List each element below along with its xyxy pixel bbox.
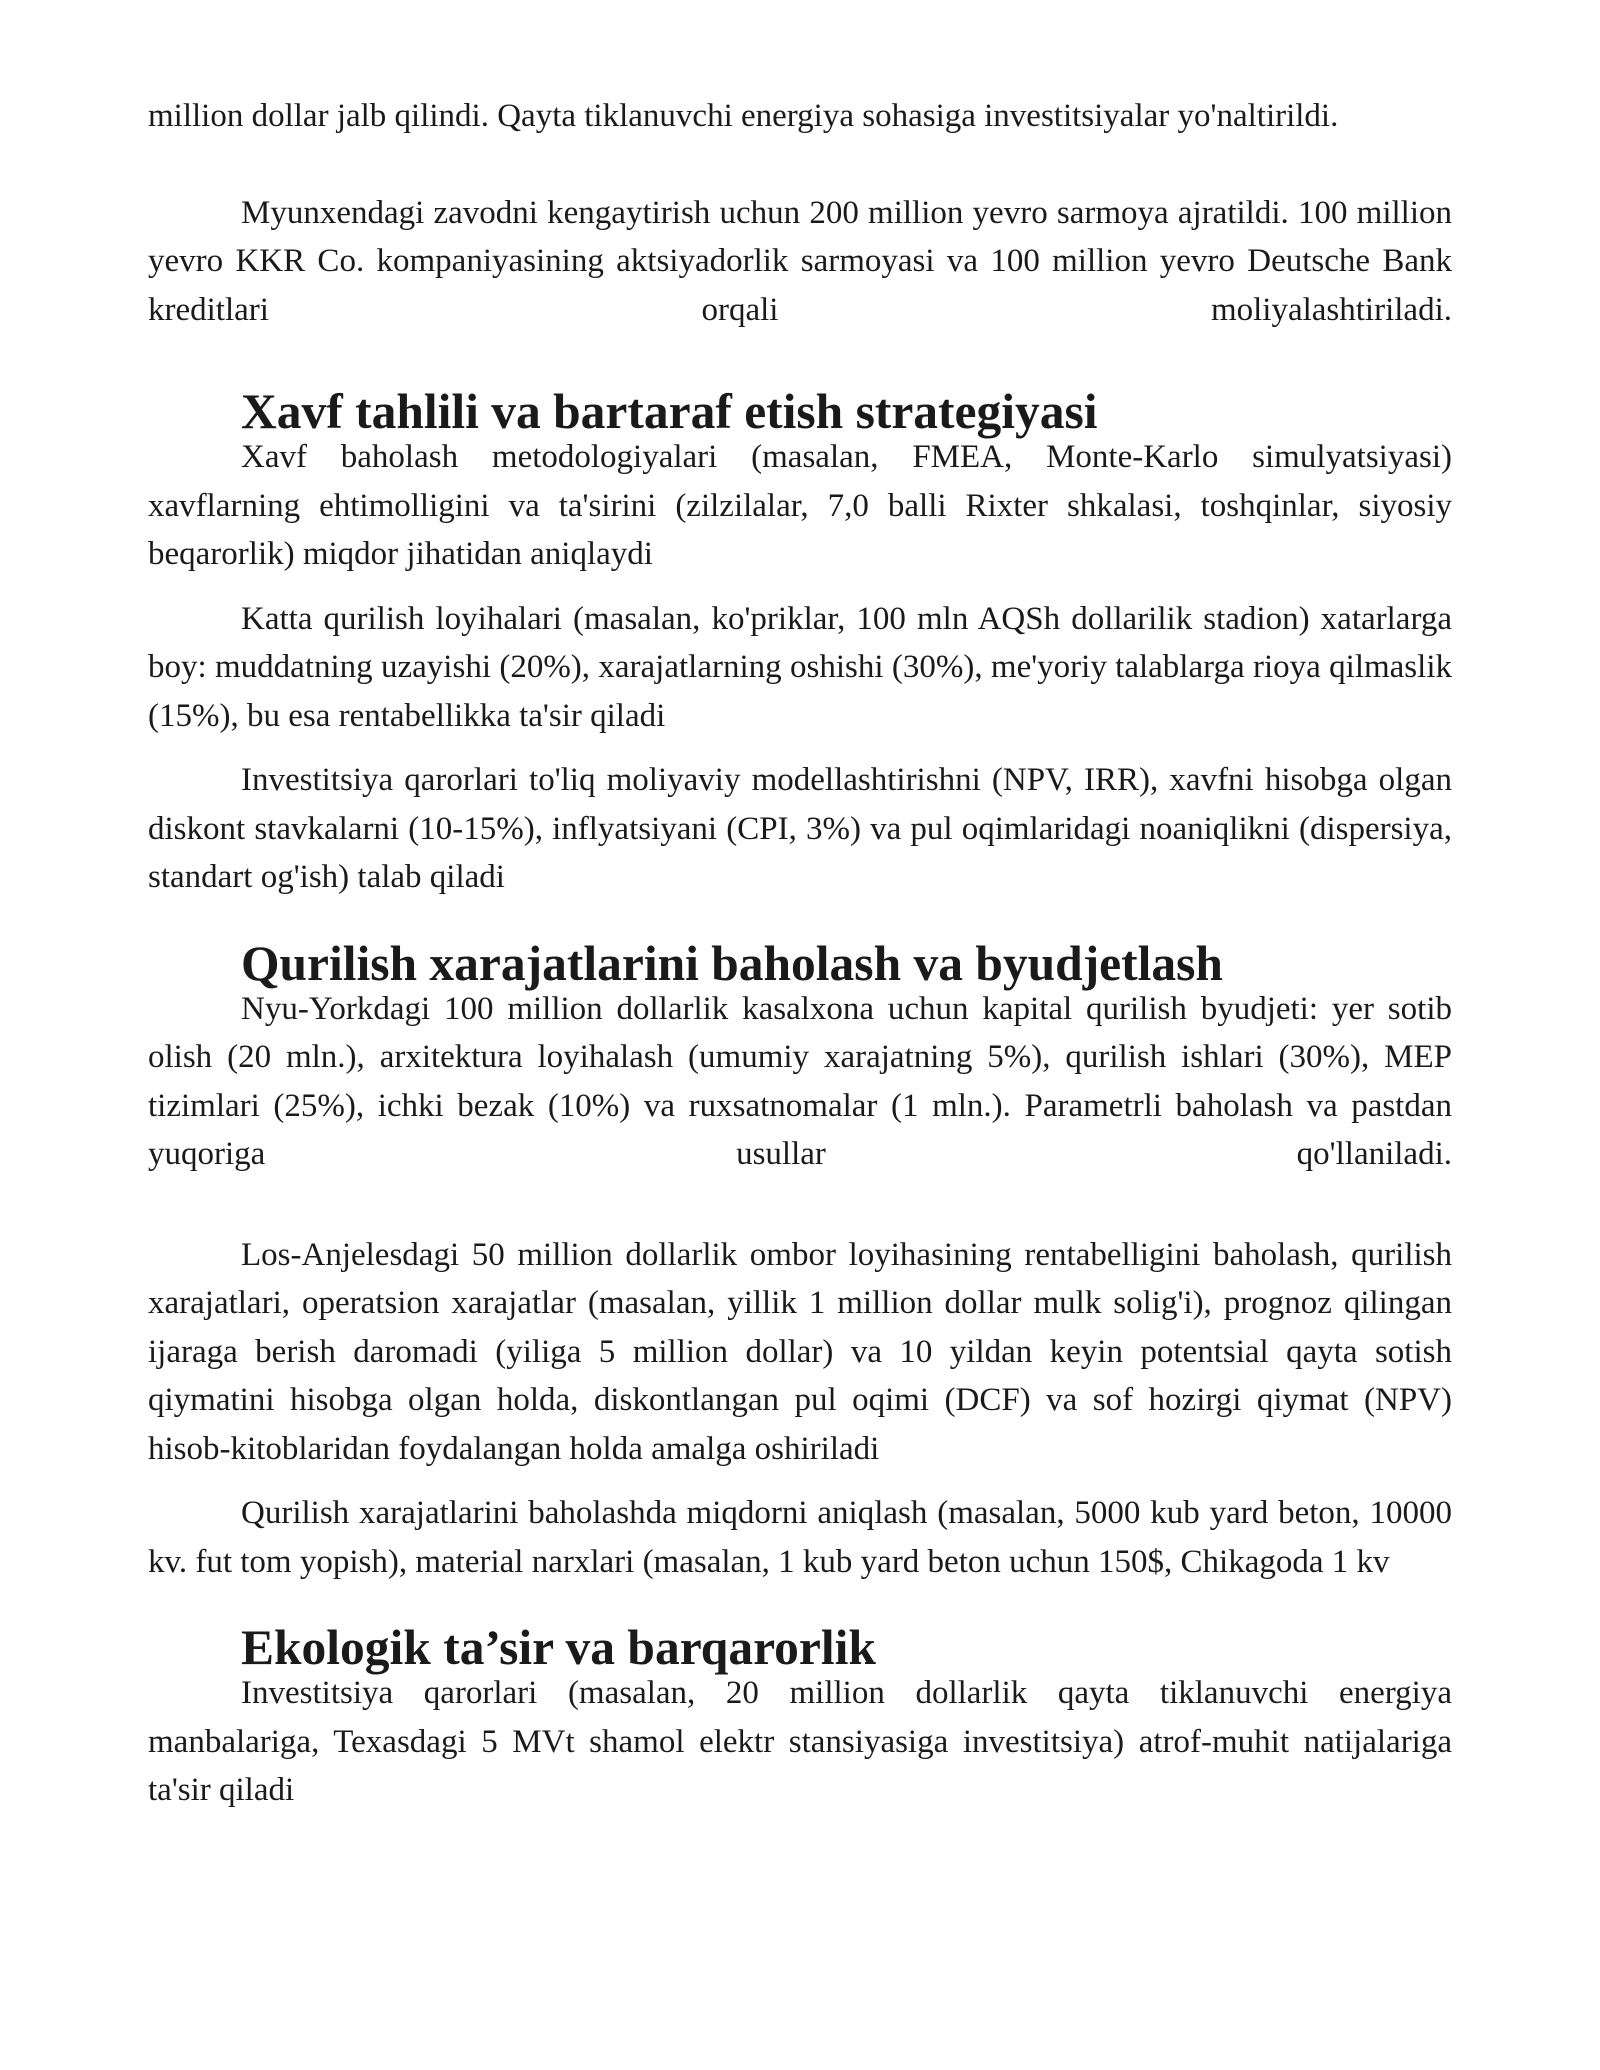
paragraph-quantity-estimation: Qurilish xarajatlarini baholashda miqdorni aniqlash (masalan, 5000 kub yard beton, 10000 kv. fut tom yopish), material narxlari (masalan, 1 kub yard beton uchun 150$, Chikagoda 1 kv [148, 1495, 1452, 1580]
paragraph-investment-intro: million dollar jalb qilindi. Qayta tiklanuvchi energiya sohasiga investitsiyalar yo'naltirildi. [148, 98, 1339, 134]
paragraph-risk-methodology: Xavf baholash metodologiyalari (masalan, FMEA, Monte-Karlo simulyatsiyasi) xavflarning ehtimolligini va ta'sirini (zilzilalar, 7,0 balli Rixter shkalasi, toshqinlar, siyosiy beqarorlik) miqdor jihatidan aniqlaydi [148, 439, 1452, 572]
document-page [148, 92, 1452, 1815]
paragraph-construction-risks: Katta qurilish loyihalari (masalan, ko'priklar, 100 mln AQSh dollarilik stadion) xatarlarga boy: muddatning uzayishi (20%), xarajatlarning oshishi (30%), me'yoriy talablarga rioya qilmaslik (15%), bu esa rentabellikka ta'sir qiladi [148, 600, 1452, 734]
heading-risk-analysis: Xavf tahlili va bartaraf etish strategiyasi [241, 384, 1098, 439]
paragraph-warehouse-project: Los-Anjelesdagi 50 million dollarlik ombor loyihasining rentabelligini baholash, qurilish xarajatlari, operatsion xarajatlar (masalan, yillik 1 million dollar mulk solig'i), prognoz qilingan ijaraga berish daromadi (yiliga 5 million dollar) va 10 yildan keyin potentsial qayta sotish qiymatini hisobga olgan holda, diskontlangan pul oqimi (DCF) va sof hozirgi qiymat (NPV) hisob-kitoblaridan foydalangan holda amalga oshiriladi [148, 1236, 1452, 1467]
paragraph-munich-plant: Myunxendagi zavodni kengaytirish uchun 200 million yevro sarmoya ajratildi. 100 million yevro KKR Co. kompaniyasining aktsiyadorlik sarmoyasi va 100 million yevro Deutsche Bank kreditlari orqali moliyalashtiriladi. [148, 194, 1452, 328]
paragraph-investment-decisions: Investitsiya qarorlari to'liq moliyaviy modellashtirishni (NPV, IRR), xavfni hisobga olgan diskont stavkalarni (10-15%), inflyatsiyani (CPI, 3%) va pul oqimlaridagi noaniqlikni (dispersiya, standart og'ish) talab qiladi [148, 762, 1452, 895]
paragraph-hospital-budget: Nyu-Yorkdagi 100 million dollarlik kasalxona uchun kapital qurilish byudjeti: yer sotib olish (20 mln.), arxitektura loyihalash (umumiy xarajatning 5%), qurilish ishlari (30%), MEP tizimlari (25%), ichki bezak (10%) va ruxsatnomalar (1 mln.). Parametrli baholash va pastdan yuqoriga usullar qo'llaniladi. [148, 990, 1452, 1172]
heading-cost-estimation: Qurilish xarajatlarini baholash va byudjetlash [241, 935, 1223, 991]
heading-ecological-impact: Ekologik ta’sir va barqarorlik [241, 1620, 876, 1675]
paragraph-renewable-investment: Investitsiya qarorlari (masalan, 20 million dollarlik qayta tiklanuvchi energiya manbalariga, Texasdagi 5 MVt shamol elektr stansiyasiga investitsiya) atrof-muhit natijalariga ta'sir qiladi [148, 1675, 1452, 1808]
